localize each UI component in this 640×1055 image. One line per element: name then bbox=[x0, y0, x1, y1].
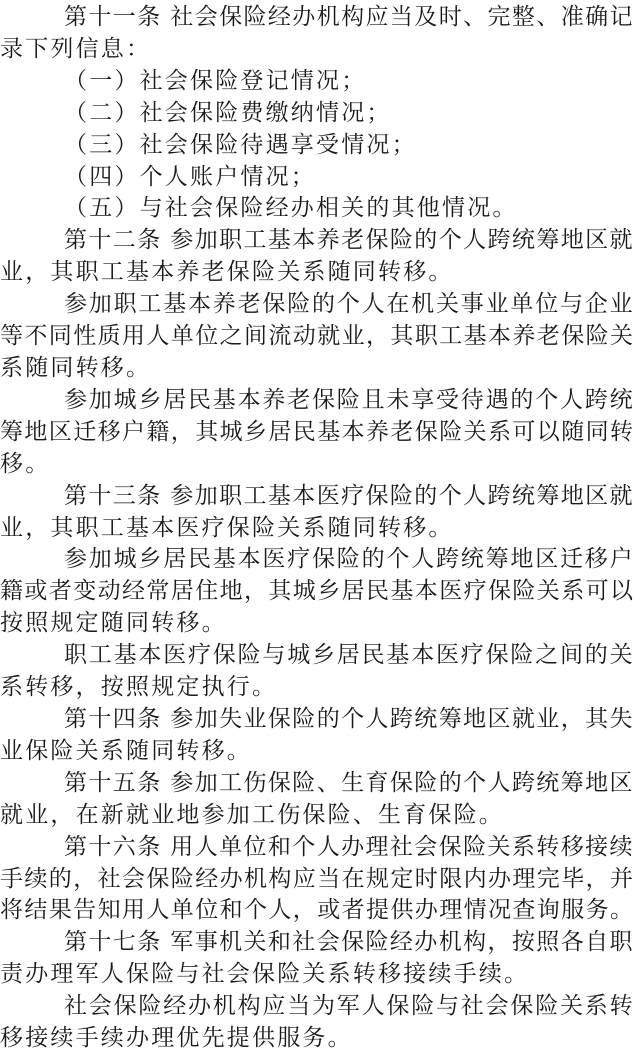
article-12-heading-line: 第十二条 参加职工基本养老保险的个人跨统筹地区就 bbox=[64, 227, 634, 254]
paragraph-line: 责办理军人保险与社会保险关系转移接续手续。 bbox=[0, 961, 530, 988]
paragraph-line: 系随同转移。 bbox=[0, 355, 152, 381]
paragraph-line: 系转移，按照规定执行。 bbox=[0, 674, 278, 700]
paragraph-line: 移接续手续办理优先提供服务。 bbox=[0, 1025, 353, 1051]
paragraph-line: 业，其职工基本养老保险关系随同转移。 bbox=[0, 259, 454, 286]
article-14-heading-line: 第十四条 参加失业保险的个人跨统筹地区就业，其失 bbox=[64, 705, 634, 732]
article-11-text-line: 录下列信息： bbox=[0, 35, 152, 62]
paragraph-line: 参加城乡居民基本医疗保险的个人跨统筹地区迁移户 bbox=[64, 546, 635, 573]
list-item-5: （五）与社会保险经办相关的其他情况。 bbox=[64, 195, 518, 222]
paragraph-line: 手续的，社会保险经办机构应当在规定时限内办理完毕，并 bbox=[0, 865, 635, 892]
article-15-heading-line: 第十五条 参加工伤保险、生育保险的个人跨统筹地区 bbox=[64, 769, 634, 796]
paragraph-line: 将结果告知用人单位和个人，或者提供办理情况查询服务。 bbox=[0, 897, 635, 924]
paragraph-line: 参加职工基本养老保险的个人在机关事业单位与企业 bbox=[64, 291, 635, 318]
list-item-2: （二）社会保险费缴纳情况； bbox=[64, 99, 392, 126]
list-item-3: （三）社会保险待遇享受情况； bbox=[64, 131, 417, 158]
article-11-heading-line: 第十一条 社会保险经办机构应当及时、完整、准确记 bbox=[64, 4, 634, 30]
paragraph-line: 移。 bbox=[0, 450, 51, 477]
paragraph-line: 籍或者变动经常居住地，其城乡居民基本医疗保险关系可以 bbox=[0, 578, 635, 605]
paragraph-line: 筹地区迁移户籍，其城乡居民基本养老保险关系可以随同转 bbox=[0, 418, 635, 445]
paragraph-line: 职工基本医疗保险与城乡居民基本医疗保险之间的关 bbox=[64, 642, 635, 669]
list-item-1: （一）社会保险登记情况； bbox=[64, 67, 367, 94]
paragraph-line: 按照规定随同转移。 bbox=[0, 610, 227, 637]
article-16-heading-line: 第十六条 用人单位和个人办理社会保险关系转移接续 bbox=[64, 833, 634, 860]
paragraph-line: 参加城乡居民基本养老保险且未享受待遇的个人跨统 bbox=[64, 386, 635, 413]
paragraph-line: 等不同性质用人单位之间流动就业，其职工基本养老保险关 bbox=[0, 323, 635, 350]
paragraph-line: 业，其职工基本医疗保险关系随同转移。 bbox=[0, 514, 454, 541]
article-13-heading-line: 第十三条 参加职工基本医疗保险的个人跨统筹地区就 bbox=[64, 482, 634, 509]
article-17-heading-line: 第十七条 军事机关和社会保险经办机构，按照各自职 bbox=[64, 929, 634, 956]
paragraph-line: 业保险关系随同转移。 bbox=[0, 737, 252, 764]
paragraph-line: 就业，在新就业地参加工伤保险、生育保险。 bbox=[0, 801, 504, 828]
paragraph-line: 社会保险经办机构应当为军人保险与社会保险关系转 bbox=[64, 993, 635, 1020]
list-item-4: （四）个人账户情况； bbox=[64, 163, 316, 190]
